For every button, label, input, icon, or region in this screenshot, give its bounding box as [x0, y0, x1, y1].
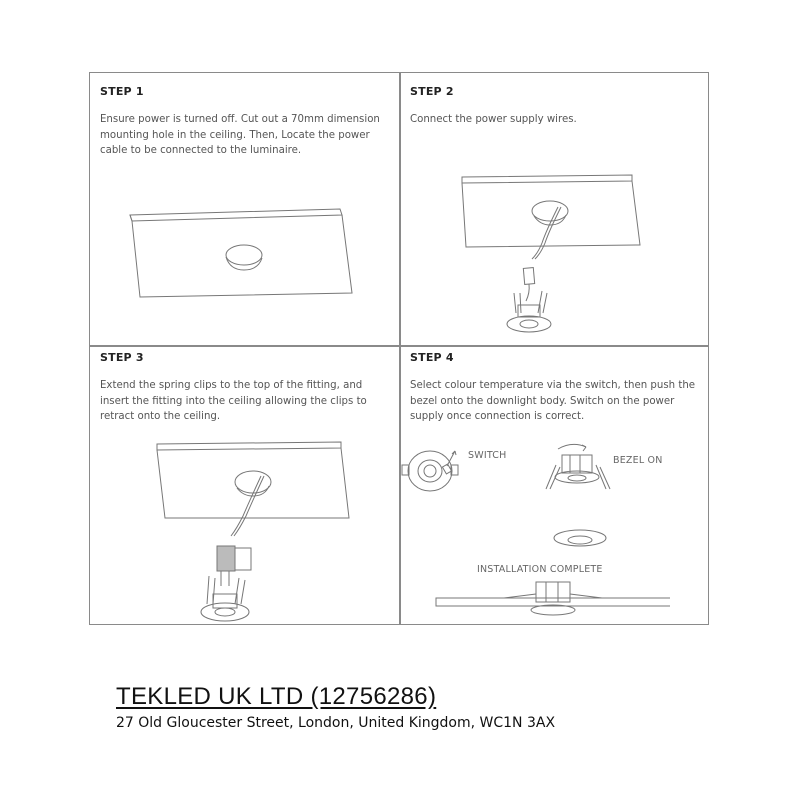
company-name: TEKLED UK LTD (12756286) [116, 683, 437, 710]
step-2-panel [400, 73, 709, 345]
step-4-text: Select colour temperature via the switch, then push the bezel onto the downlight body. Switch on the power supply once connection is correct. [410, 380, 696, 422]
installation-complete-illustration [430, 578, 670, 623]
step-4-title: STEP 4 [410, 351, 454, 364]
step-3-text: Extend the spring clips to the top of the fitting, and insert the fitting into the ceiling allowing the clips to retract onto the ceiling. [100, 380, 367, 422]
wire-connection-illustration [450, 161, 650, 346]
bezel-on-label: BEZEL ON [613, 455, 663, 466]
company-footer [116, 683, 555, 731]
step-4-panel [400, 346, 709, 625]
clip-insertion-illustration [151, 436, 361, 626]
step-3-title: STEP 3 [100, 351, 144, 364]
step-2-text: Connect the power supply wires. [410, 114, 577, 125]
instruction-grid [89, 72, 709, 625]
step-1-text: Ensure power is turned off. Cut out a 70mm dimension mounting hole in the ceiling. Then, Locate the power cable to be connected to the luminaire. [100, 114, 380, 156]
step-1-panel [90, 73, 399, 345]
company-address: 27 Old Gloucester Street, London, United Kingdom, WC1N 3AX [116, 715, 556, 731]
step-2-title: STEP 2 [410, 85, 454, 98]
step-1-title: STEP 1 [100, 85, 144, 98]
ceiling-hole-illustration [120, 195, 360, 305]
installation-complete-label: INSTALLATION COMPLETE [477, 564, 603, 575]
step-3-panel [90, 346, 399, 625]
bezel-ring-illustration [550, 526, 610, 556]
bezel-on-illustration [540, 441, 620, 501]
switch-label: SWITCH [468, 450, 507, 461]
